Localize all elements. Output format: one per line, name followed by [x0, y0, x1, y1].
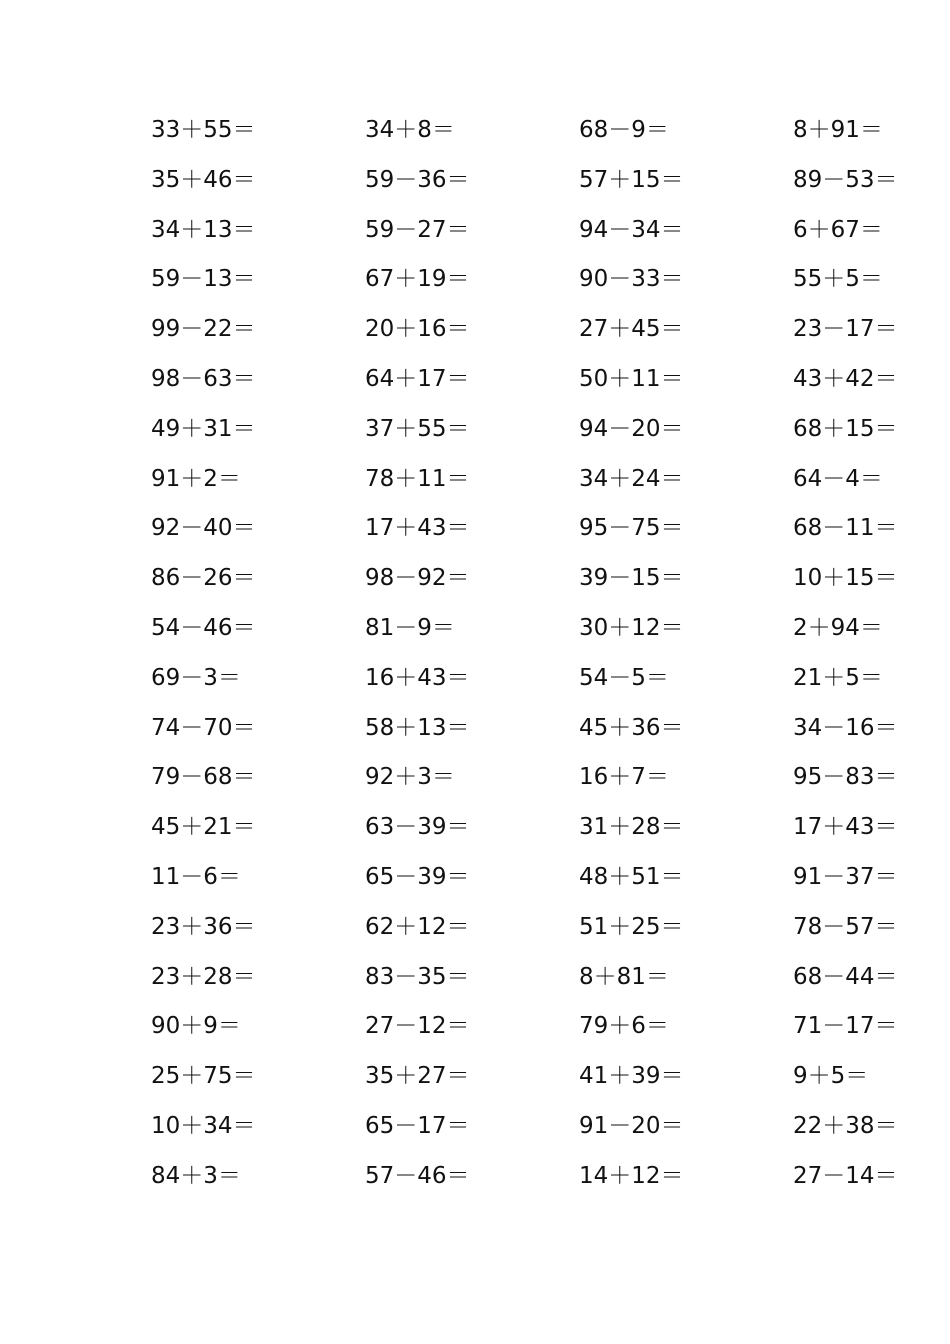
arithmetic-problem: 83－35＝ — [365, 963, 470, 990]
arithmetic-problem: 58＋13＝ — [365, 714, 470, 741]
arithmetic-problem: 62＋12＝ — [365, 913, 470, 940]
arithmetic-problem: 51＋25＝ — [579, 913, 684, 940]
arithmetic-problem: 59－36＝ — [365, 166, 470, 193]
arithmetic-problem: 81－9＝ — [365, 614, 455, 641]
arithmetic-problem: 68－11＝ — [793, 515, 898, 542]
arithmetic-problem: 17＋43＝ — [793, 814, 898, 841]
arithmetic-problem: 34＋13＝ — [151, 216, 256, 243]
arithmetic-problem: 23＋28＝ — [151, 963, 256, 990]
arithmetic-problem: 89－53＝ — [793, 166, 898, 193]
arithmetic-problem: 8＋81＝ — [579, 963, 669, 990]
arithmetic-problem: 91－37＝ — [793, 863, 898, 890]
arithmetic-problem: 78－57＝ — [793, 913, 898, 940]
arithmetic-problem: 50＋11＝ — [579, 365, 684, 392]
arithmetic-problem: 64－4＝ — [793, 465, 883, 492]
arithmetic-problem: 30＋12＝ — [579, 614, 684, 641]
arithmetic-problem: 98－92＝ — [365, 565, 470, 592]
arithmetic-problem: 94－34＝ — [579, 216, 684, 243]
arithmetic-problem: 16＋43＝ — [365, 664, 470, 691]
arithmetic-problem: 59－27＝ — [365, 216, 470, 243]
arithmetic-problem: 37＋55＝ — [365, 415, 470, 442]
arithmetic-problem: 34＋8＝ — [365, 117, 455, 143]
arithmetic-problem: 45＋21＝ — [151, 814, 256, 841]
arithmetic-problem: 21＋5＝ — [793, 664, 883, 691]
arithmetic-problem: 27－14＝ — [793, 1162, 898, 1189]
arithmetic-problem: 90－33＝ — [579, 266, 684, 293]
arithmetic-problem: 99－22＝ — [151, 316, 256, 343]
arithmetic-problem: 74－70＝ — [151, 714, 256, 741]
arithmetic-problem: 22＋38＝ — [793, 1112, 898, 1139]
arithmetic-problem: 68－44＝ — [793, 963, 898, 990]
arithmetic-problem: 39－15＝ — [579, 565, 684, 592]
arithmetic-problem: 92－40＝ — [151, 515, 256, 542]
arithmetic-problem: 45＋36＝ — [579, 714, 684, 741]
arithmetic-problem: 43＋42＝ — [793, 365, 898, 392]
arithmetic-problem: 78＋11＝ — [365, 465, 470, 492]
arithmetic-problem: 35＋27＝ — [365, 1063, 470, 1090]
arithmetic-problem: 65－39＝ — [365, 863, 470, 890]
arithmetic-problem: 35＋46＝ — [151, 166, 256, 193]
arithmetic-problem: 92＋3＝ — [365, 764, 455, 791]
arithmetic-problem: 63－39＝ — [365, 814, 470, 841]
arithmetic-problem: 71－17＝ — [793, 1013, 898, 1040]
arithmetic-problem: 79－68＝ — [151, 764, 256, 791]
arithmetic-problem: 33＋55＝ — [151, 117, 256, 143]
arithmetic-problem: 10＋15＝ — [793, 565, 898, 592]
arithmetic-problem: 59－13＝ — [151, 266, 256, 293]
arithmetic-problem: 10＋34＝ — [151, 1112, 256, 1139]
arithmetic-problem: 27－12＝ — [365, 1013, 470, 1040]
arithmetic-problem: 55＋5＝ — [793, 266, 883, 293]
arithmetic-problem: 34＋24＝ — [579, 465, 684, 492]
arithmetic-problem: 8＋91＝ — [793, 117, 883, 143]
arithmetic-problem: 91＋2＝ — [151, 465, 241, 492]
arithmetic-problem: 31＋28＝ — [579, 814, 684, 841]
arithmetic-problem: 79＋6＝ — [579, 1013, 669, 1040]
arithmetic-problem: 54－46＝ — [151, 614, 256, 641]
arithmetic-problem: 67＋19＝ — [365, 266, 470, 293]
arithmetic-problem: 11－6＝ — [151, 863, 241, 890]
arithmetic-problem: 25＋75＝ — [151, 1063, 256, 1090]
arithmetic-problem: 68－9＝ — [579, 117, 669, 143]
arithmetic-problem: 17＋43＝ — [365, 515, 470, 542]
arithmetic-problem: 84＋3＝ — [151, 1162, 241, 1189]
arithmetic-problem: 94－20＝ — [579, 415, 684, 442]
arithmetic-problem: 6＋67＝ — [793, 216, 883, 243]
arithmetic-problem: 65－17＝ — [365, 1112, 470, 1139]
arithmetic-problem: 57－46＝ — [365, 1162, 470, 1189]
arithmetic-problem: 23＋36＝ — [151, 913, 256, 940]
arithmetic-problem: 49＋31＝ — [151, 415, 256, 442]
arithmetic-problem: 16＋7＝ — [579, 764, 669, 791]
arithmetic-problem: 54－5＝ — [579, 664, 669, 691]
arithmetic-problem: 14＋12＝ — [579, 1162, 684, 1189]
arithmetic-problem: 95－75＝ — [579, 515, 684, 542]
arithmetic-problem: 64＋17＝ — [365, 365, 470, 392]
arithmetic-problem: 9＋5＝ — [793, 1063, 869, 1090]
arithmetic-problem: 57＋15＝ — [579, 166, 684, 193]
arithmetic-problem: 20＋16＝ — [365, 316, 470, 343]
arithmetic-problem: 48＋51＝ — [579, 863, 684, 890]
arithmetic-problem: 2＋94＝ — [793, 614, 883, 641]
arithmetic-problem: 27＋45＝ — [579, 316, 684, 343]
arithmetic-problem: 34－16＝ — [793, 714, 898, 741]
arithmetic-problem: 69－3＝ — [151, 664, 241, 691]
arithmetic-problem-grid — [151, 111, 911, 1207]
arithmetic-problem: 23－17＝ — [793, 316, 898, 343]
arithmetic-problem: 91－20＝ — [579, 1112, 684, 1139]
arithmetic-problem: 98－63＝ — [151, 365, 256, 392]
arithmetic-problem: 95－83＝ — [793, 764, 898, 791]
arithmetic-problem: 90＋9＝ — [151, 1013, 241, 1040]
arithmetic-problem: 68＋15＝ — [793, 415, 898, 442]
arithmetic-problem: 86－26＝ — [151, 565, 256, 592]
arithmetic-problem: 41＋39＝ — [579, 1063, 684, 1090]
